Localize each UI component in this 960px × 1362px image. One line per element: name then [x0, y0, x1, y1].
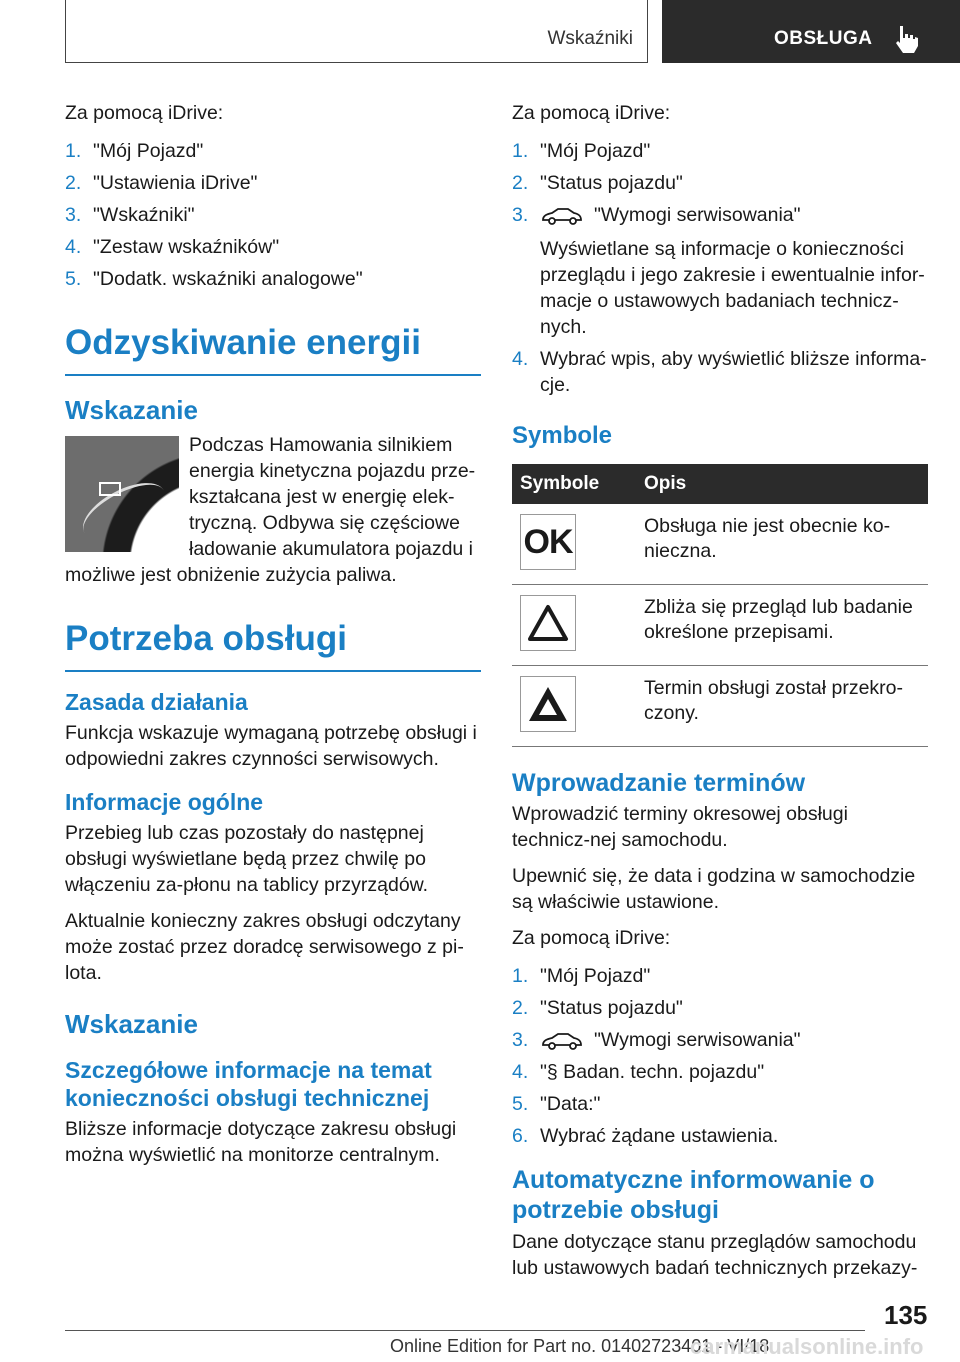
list-item: 6. Wybrać żądane ustawienia.: [512, 1125, 779, 1147]
table-row: [512, 585, 928, 666]
list-item: 1. "Mój Pojazd": [65, 140, 204, 162]
heading-indicator-2: Wskazanie: [65, 1009, 198, 1039]
general-text-2: Aktualnie konieczny zakres obsługi odczytany może zostać przez doradcę serwisowego z pi-lota.: [65, 910, 464, 984]
table-header-desc: Opis: [636, 464, 928, 504]
list-item: 1. "Mój Pojazd": [512, 140, 651, 162]
car-icon: [540, 206, 584, 226]
car-icon: [540, 1031, 584, 1051]
step-note: Wyświetlane są informacje o konieczności przeglądu i jego zakresie i ewentualnie infor-macje o ustawowych badaniach technicz-nych.: [540, 238, 925, 338]
hand-pointer-icon: [894, 24, 920, 54]
table-header-symbol: Symbole: [512, 464, 636, 504]
list-item: 2. "Status pojazdu": [512, 172, 683, 194]
service-steps-list: [512, 138, 928, 398]
heading-service-need: Potrzeba obsługi: [65, 618, 481, 672]
list-item: 4. "Zestaw wskaźników": [65, 236, 280, 258]
list-item: 5. "Dodatk. wskaźniki analogowe": [65, 268, 363, 290]
right-column: [512, 100, 928, 1281]
table-row: [512, 504, 928, 585]
details-text: Bliższe informacje dotyczące zakresu obsługi można wyświetlić na monitorze centralnym.: [65, 1118, 457, 1166]
footer-divider: [65, 1330, 865, 1331]
table-cell-desc: Zbliża się przegląd lub badanie określone przepisami.: [636, 585, 928, 666]
heading-symbols: Symbole: [512, 422, 613, 449]
list-item: 3. "Wymogi serwisowania" Wyświetlane są informacje o konieczności przeglądu i jego zakresie i ewentualnie infor-macje o ustawowych badaniach technicz-nych.: [512, 202, 928, 340]
list-item: 4. Wybrać wpis, aby wyświetlić bliższe informa-cje.: [512, 348, 927, 396]
page-number: 135: [884, 1300, 928, 1330]
dates-steps-list: [512, 963, 928, 1149]
watermark: carmanualsonline.info: [690, 1334, 924, 1359]
idrive-intro-3: Za pomocą iDrive:: [512, 927, 671, 949]
header-section-box: [65, 0, 648, 63]
indicator-block: [65, 432, 481, 588]
chapter-title: OBSŁUGA: [774, 28, 873, 49]
chapter-tab: [662, 0, 960, 63]
warning-filled-icon: [520, 676, 576, 732]
left-column: [65, 100, 481, 1168]
idrive-steps-list: [65, 138, 481, 292]
table-row: [512, 666, 928, 747]
table-cell-desc: Termin obsługi został przekro-czony.: [636, 666, 928, 747]
heading-enter-dates: Wprowadzanie terminów: [512, 769, 806, 797]
auto-text: Dane dotyczące stanu przeglądów samochodu lub ustawowych badań technicznych przekazy-: [512, 1231, 918, 1279]
list-item: 4. "§ Badan. techn. pojazdu": [512, 1061, 765, 1083]
heading-auto-info: Automatyczne informowanie o potrzebie obsługi: [512, 1166, 875, 1224]
list-item: 5. "Data:": [512, 1093, 601, 1115]
principle-text: Funkcja wskazuje wymaganą potrzebę obsługi i odpowiedni zakres czynności serwisowych.: [65, 722, 477, 770]
section-title: Wskaźniki: [547, 28, 633, 49]
battery-icon: [99, 482, 121, 496]
symbols-table: [512, 464, 928, 747]
heading-details: Szczegółowe informacje na temat konieczności obsługi technicznej: [65, 1057, 432, 1111]
warning-outline-icon: [520, 595, 576, 651]
heading-energy-recovery: Odzyskiwanie energii: [65, 322, 481, 376]
dates-text-1: Wprowadzić terminy okresowej obsługi technicz-nej samochodu.: [512, 803, 848, 851]
list-item: 1. "Mój Pojazd": [512, 965, 651, 987]
list-item: 2. "Status pojazdu": [512, 997, 683, 1019]
heading-indicator: Wskazanie: [65, 395, 198, 425]
list-item: 3. "Wymogi serwisowania": [512, 1029, 801, 1051]
ok-symbol: OK: [520, 514, 576, 570]
table-cell-desc: Obsługa nie jest obecnie ko-nieczna.: [636, 504, 928, 585]
idrive-intro: Za pomocą iDrive:: [65, 102, 224, 124]
heading-general-info: Informacje ogólne: [65, 789, 264, 815]
dates-text-2: Upewnić się, że data i godzina w samochodzie są właściwie ustawione.: [512, 865, 916, 913]
list-item: 2. "Ustawienia iDrive": [65, 172, 258, 194]
idrive-intro-2: Za pomocą iDrive:: [512, 102, 671, 124]
heading-principle: Zasada działania: [65, 689, 248, 715]
edition-text: Online Edition for Part no. 01402723401 - VI/18: [390, 1336, 770, 1356]
gauge-image: [65, 436, 179, 552]
indicator-text: Podczas Hamowania silnikiem energia kinetyczna pojazdu prze-kształcana jest w energię elek-tryczną. Odbywa się częściowe ładowanie akumulatora pojazdu i możliwe jest obniżenie zużycia paliwa.: [65, 434, 476, 586]
list-item: 3. "Wskaźniki": [65, 204, 195, 226]
general-text-1: Przebieg lub czas pozostały do następnej obsługi wyświetlane będą przez chwilę po włączeniu za-płonu na tablicy przyrządów.: [65, 822, 429, 896]
